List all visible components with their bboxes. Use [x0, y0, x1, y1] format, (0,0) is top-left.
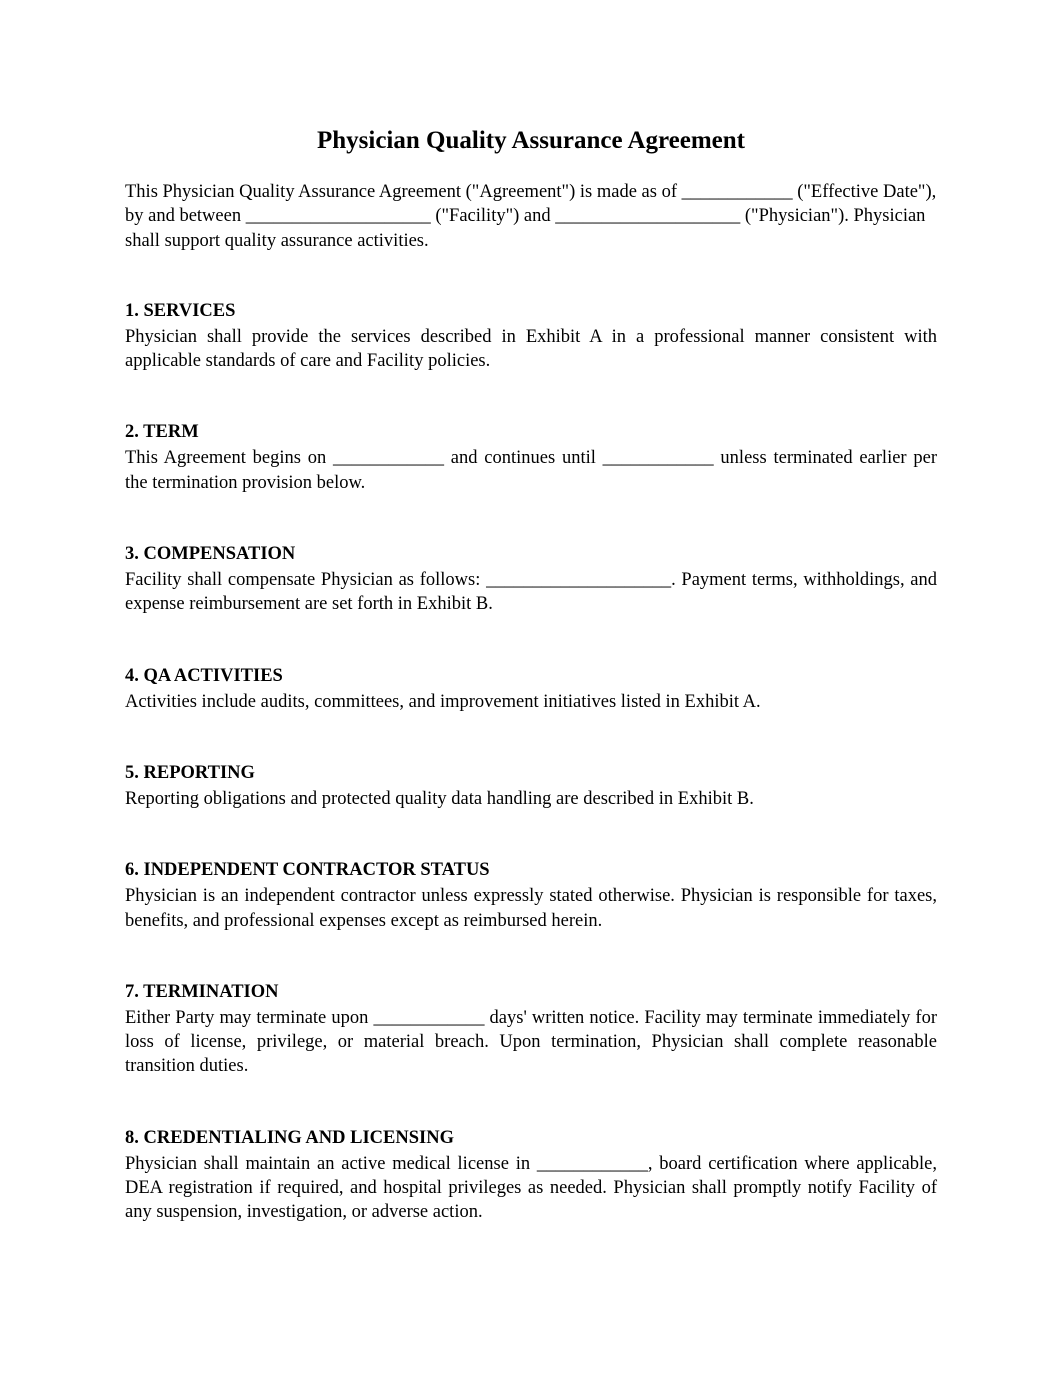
section-heading: 7. TERMINATION [125, 981, 279, 1002]
document-page [125, 124, 937, 1271]
section-services [125, 298, 937, 374]
section-heading: 4. QA ACTIVITIES [125, 665, 283, 686]
section-heading: 3. COMPENSATION [125, 544, 296, 565]
section-termination [125, 979, 937, 1079]
intro-paragraph: This Physician Quality Assurance Agreement ("Agreement") is made as of ____________ ("Effective Date"), by and between ____________________ ("Facility") and ____________________ ("Physician"). Physician shall support quality assurance activities. [125, 182, 937, 251]
section-heading: 6. INDEPENDENT CONTRACTOR STATUS [125, 860, 490, 881]
section-term [125, 419, 937, 495]
section-heading: 1. SERVICES [125, 300, 236, 321]
section-heading: 2. TERM [125, 422, 199, 443]
section-body: This Agreement begins on ____________ and continues until ____________ unless terminated earlier per the termination provision below. [125, 448, 937, 493]
section-heading: 5. REPORTING [125, 762, 255, 783]
section-body: Facility shall compensate Physician as follows: ____________________. Payment terms, withholdings, and expense reimbursement are set forth in Exhibit B. [125, 570, 937, 615]
section-body: Activities include audits, committees, and improvement initiatives listed in Exhibit A. [125, 691, 761, 712]
section-qa-activities [125, 663, 937, 714]
section-reporting [125, 760, 937, 811]
section-body: Reporting obligations and protected quality data handling are described in Exhibit B. [125, 788, 754, 809]
section-body: Physician shall maintain an active medical license in ____________, board certification where applicable, DEA registration if required, and hospital privileges as needed. Physician shall promptly notify Facility of any suspension, investigation, or adverse action. [125, 1153, 937, 1223]
section-compensation [125, 541, 937, 617]
section-credentialing-and-licensing [125, 1125, 937, 1225]
section-independent-contractor-status [125, 857, 937, 933]
section-body: Either Party may terminate upon ____________ days' written notice. Facility may terminate immediately for loss of license, privilege, or material breach. Upon termination, Physician shall complete reasonable transition duties. [125, 1007, 937, 1077]
section-body: Physician shall provide the services described in Exhibit A in a professional manner consistent with applicable standards of care and Facility policies. [125, 326, 937, 372]
document-title: Physician Quality Assurance Agreement [316, 127, 745, 154]
section-heading: 8. CREDENTIALING AND LICENSING [125, 1127, 454, 1148]
section-body: Physician is an independent contractor unless expressly stated otherwise. Physician is responsible for taxes, benefits, and professional expenses except as reimbursed herein. [125, 886, 937, 931]
